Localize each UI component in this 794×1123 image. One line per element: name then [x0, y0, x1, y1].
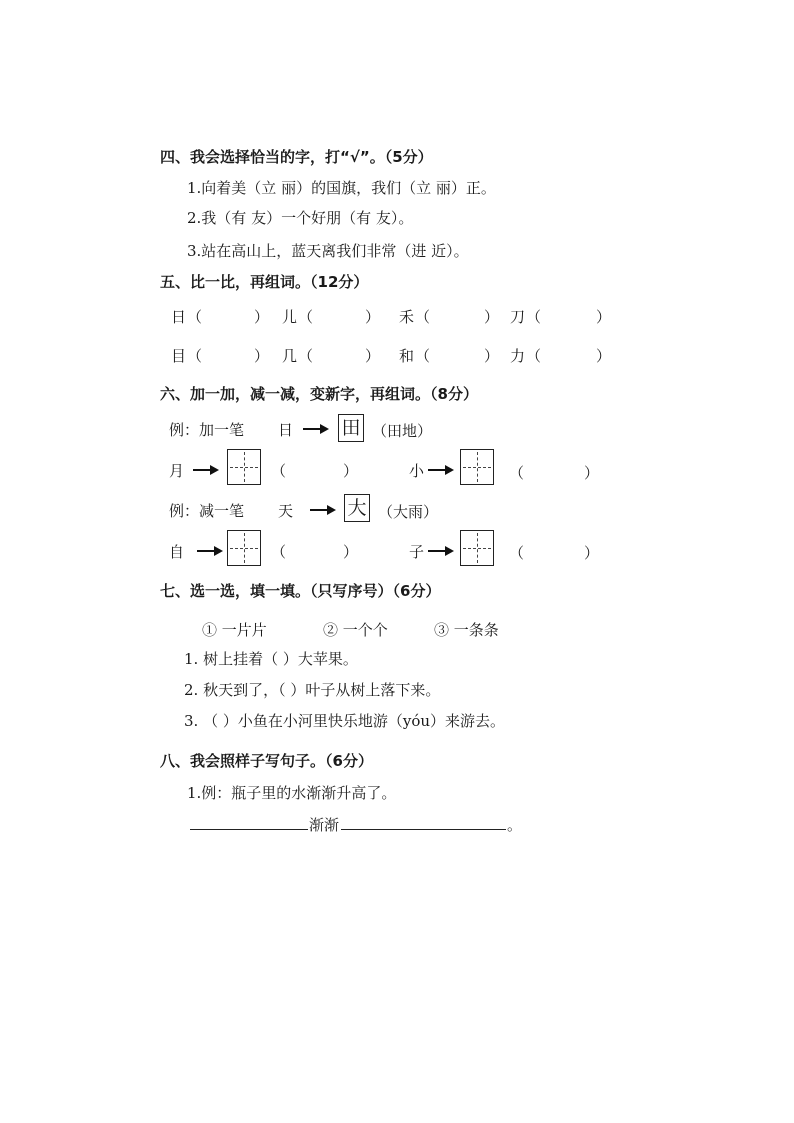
- section-7-question-1: 1. 树上挂着（ ）大苹果。: [184, 650, 358, 668]
- example-2-result-box: 大: [344, 494, 370, 522]
- compare-char: 目: [171, 347, 187, 365]
- section-7-question-3: 3. （ ）小鱼在小河里快乐地游（yóu）来游去。: [184, 712, 506, 730]
- compare-char: 几: [282, 347, 298, 365]
- question-3-char: 自: [169, 543, 185, 561]
- open-paren: （: [526, 347, 542, 365]
- section-5-heading: 五、比一比，再组词。（12分）: [160, 273, 369, 291]
- close-paren: ）: [365, 347, 381, 365]
- section-7-question-2: 2. 秋天到了，（ ）叶子从树上落下来。: [184, 681, 441, 699]
- open-paren: （: [298, 308, 314, 326]
- section-7-heading: 七、选一选，填一填。（只写序号）（6分）: [160, 582, 441, 600]
- arrow-right-icon: [197, 546, 223, 556]
- open-paren: （: [415, 308, 431, 326]
- arrow-right-icon: [428, 465, 454, 475]
- open-paren: （: [509, 544, 525, 562]
- answer-char-box[interactable]: [460, 449, 494, 485]
- question-2-char: 小: [409, 462, 425, 480]
- compare-char: 禾: [399, 308, 415, 326]
- close-paren: ）: [254, 308, 270, 326]
- arrow-right-icon: [428, 546, 454, 556]
- arrow-right-icon: [193, 465, 219, 475]
- compare-char: 日: [171, 308, 187, 326]
- sentence-middle-word: 渐渐: [309, 816, 340, 834]
- section-4-heading: 四、我会选择恰当的字，打“√”。（5分）: [160, 148, 433, 166]
- example-1-label: 例：加一笔: [169, 421, 245, 439]
- example-1-char: 日: [278, 421, 294, 439]
- open-paren: （: [187, 308, 203, 326]
- answer-char-box[interactable]: [227, 449, 261, 485]
- section-8-heading: 八、我会照样子写句子。（6分）: [160, 752, 373, 770]
- section-4-question-3: 3.站在高山上，蓝天离我们非常（进 近）。: [187, 242, 469, 260]
- example-2-label: 例：减一笔: [169, 502, 245, 520]
- compare-char: 和: [399, 347, 415, 365]
- arrow-right-icon: [303, 424, 329, 434]
- open-paren: （: [526, 308, 542, 326]
- close-paren: ）: [584, 464, 600, 482]
- answer-char-box[interactable]: [460, 530, 494, 566]
- compare-char: 刀: [510, 308, 526, 326]
- close-paren: ）: [365, 308, 381, 326]
- example-2-char: 天: [278, 502, 294, 520]
- arrow-right-icon: [310, 505, 336, 515]
- option-1: ① 一片片: [202, 621, 267, 639]
- option-3: ③ 一条条: [434, 621, 499, 639]
- compare-char: 力: [510, 347, 526, 365]
- question-4-char: 子: [409, 543, 425, 561]
- example-1-word: （田地）: [372, 422, 433, 440]
- open-paren: （: [271, 543, 287, 561]
- question-1-char: 月: [169, 462, 185, 480]
- open-paren: （: [298, 347, 314, 365]
- close-paren: ）: [596, 308, 612, 326]
- example-1-result-box: 田: [338, 414, 364, 442]
- answer-char-box[interactable]: [227, 530, 261, 566]
- open-paren: （: [415, 347, 431, 365]
- answer-blank-2[interactable]: [341, 829, 506, 830]
- section-8-example: 1.例：瓶子里的水渐渐升高了。: [187, 784, 397, 802]
- example-2-word: （大雨）: [378, 503, 439, 521]
- section-6-heading: 六、加一加，减一减，变新字，再组词。（8分）: [160, 385, 478, 403]
- section-4-question-1: 1.向着美（立 丽）的国旗，我们（立 丽）正。: [187, 179, 496, 197]
- open-paren: （: [271, 462, 287, 480]
- close-paren: ）: [484, 347, 500, 365]
- section-4-question-2: 2.我（有 友）一个好朋（有 友）。: [187, 209, 414, 227]
- open-paren: （: [509, 464, 525, 482]
- compare-char: 儿: [282, 308, 298, 326]
- option-2: ② 一个个: [323, 621, 388, 639]
- close-paren: ）: [484, 308, 500, 326]
- close-paren: ）: [254, 347, 270, 365]
- close-paren: ）: [584, 544, 600, 562]
- close-paren: ）: [343, 462, 359, 480]
- answer-blank-1[interactable]: [190, 829, 308, 830]
- open-paren: （: [187, 347, 203, 365]
- close-paren: ）: [343, 543, 359, 561]
- close-paren: ）: [596, 347, 612, 365]
- sentence-end-mark: 。: [507, 816, 523, 834]
